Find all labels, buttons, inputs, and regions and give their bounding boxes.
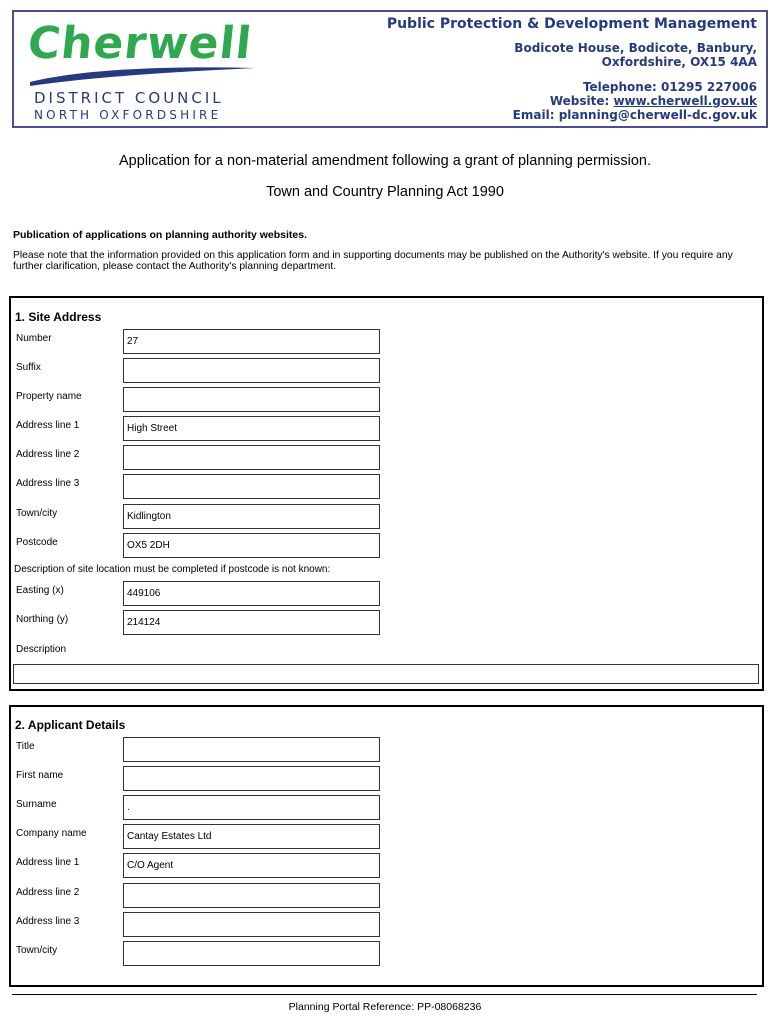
section-title: 2. Applicant Details [15,718,126,732]
number-label: Number [16,333,52,344]
easting-label: Easting (x) [16,585,64,596]
town-label: Town/city [16,945,58,956]
location-note: Description of site location must be completed if postcode is not known: [14,564,331,575]
company-name-field[interactable]: Cantay Estates Ltd [123,824,380,849]
letterhead [12,10,768,128]
number-field[interactable]: 27 [123,329,380,354]
website [550,94,757,108]
address-line-1-field[interactable]: High Street [123,416,380,441]
town-field[interactable] [123,941,380,966]
telephone-number: 01295 227006 [660,80,757,94]
postcode-field[interactable]: OX5 2DH [123,533,380,558]
department-name: Public Protection & Development Management [386,16,757,32]
footer-divider [12,994,757,995]
portal-reference: Planning Portal Reference: PP-08068236 [288,1001,482,1013]
suffix-field[interactable] [123,358,380,383]
first-name-label: First name [16,770,64,781]
email-link[interactable]: planning@cherwell-dc.gov.uk [558,108,757,122]
email [513,108,757,122]
address-line-3-label: Address line 3 [16,478,80,489]
first-name-field[interactable] [123,766,380,791]
northing-field[interactable]: 214124 [123,610,380,635]
council-name: DISTRICT COUNCIL [34,89,224,107]
address-line-3-label: Address line 3 [16,916,80,927]
address-line-2-field[interactable] [123,445,380,470]
suffix-label: Suffix [16,362,41,373]
description-field[interactable] [13,664,759,684]
publication-heading: Publication of applications on planning authority websites. [13,229,308,241]
form-subtitle: Town and Country Planning Act 1990 [266,184,504,200]
address-line-2-label: Address line 2 [16,449,80,460]
town-label: Town/city [16,508,58,519]
surname-label: Surname [16,799,57,810]
applicant-details-section [9,705,764,987]
address-line-3-field[interactable] [123,474,380,499]
address-line-1: Bodicote House, Bodicote, Banbury, [514,41,757,55]
publication-note: Please note that the information provided on this application form and in supporting documents may be published on the Authority's website. If you require any further clarification, please contact the Authority's planning department. [13,250,733,272]
postcode-label: Postcode [16,537,58,548]
company-name-label: Company name [16,828,87,839]
address-line-2: Oxfordshire, OX15 4AA [601,55,757,69]
logo-swoosh-icon [28,64,258,86]
cherwell-logo-text: Cherwell [25,18,255,69]
surname-field[interactable]: . [123,795,380,820]
northing-label: Northing (y) [16,614,69,625]
title-label: Title [16,741,35,752]
address-line-1-label: Address line 1 [16,857,80,868]
council-region: NORTH OXFORDSHIRE [34,108,222,122]
website-label: Website: [549,94,614,108]
property-name-label: Property name [16,391,82,402]
property-name-field[interactable] [123,387,380,412]
site-address-section [9,296,764,691]
title-field[interactable] [123,737,380,762]
address-line-2-label: Address line 2 [16,887,80,898]
address-line-1-field[interactable]: C/O Agent [123,853,380,878]
address-line-3-field[interactable] [123,912,380,937]
telephone [583,80,757,94]
address-line-1-label: Address line 1 [16,420,80,431]
form-title: Application for a non-material amendment following a grant of planning permission. [119,153,651,169]
description-label: Description [16,644,67,655]
town-field[interactable]: Kidlington [123,504,380,529]
telephone-label: Telephone: [582,80,661,94]
easting-field[interactable]: 449106 [123,581,380,606]
section-title: 1. Site Address [15,310,102,324]
address-line-2-field[interactable] [123,883,380,908]
email-label: Email: [512,108,559,122]
website-link[interactable]: www.cherwell.gov.uk [613,94,757,108]
